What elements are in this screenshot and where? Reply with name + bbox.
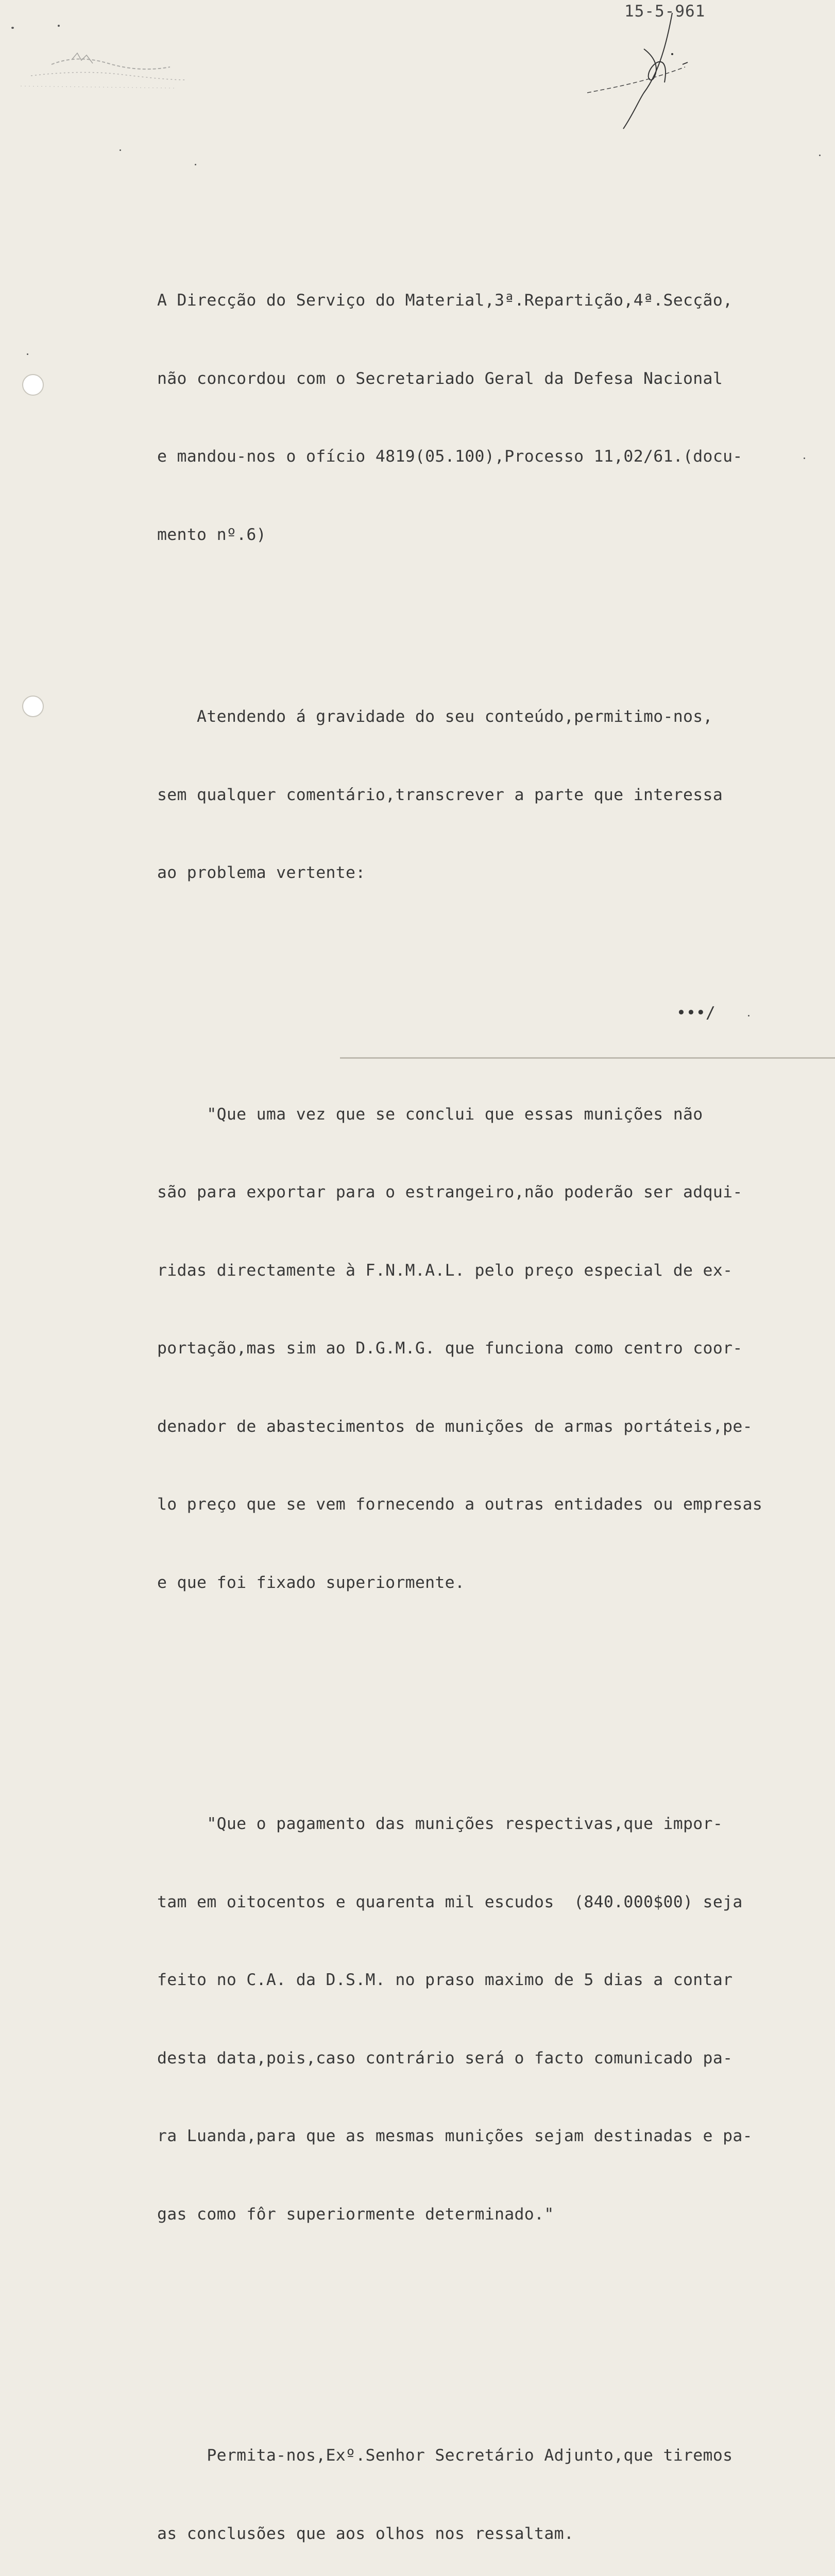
text-line: lo preço que se vem fornecendo a outras entidades ou empresas — [157, 1495, 763, 1514]
text-line: A Direcção do Serviço do Material,3ª.Repartição,4ª.Secção, — [157, 291, 733, 310]
speck — [11, 27, 14, 29]
paragraph — [157, 652, 796, 938]
continuation-mark: •••/ — [676, 1004, 715, 1022]
text-line: Atendendo á gravidade do seu conteúdo,permitimo-nos, — [157, 707, 713, 726]
text-line: são para exportar para o estrangeiro,não poderão ser adqui- — [157, 1183, 743, 1201]
text-line: "Que o pagamento das munições respectivas,que impor- — [157, 1815, 723, 1833]
text-line: "Que uma vez que se conclui que essas munições não — [157, 1105, 703, 1124]
text-line: Permita-nos,Exº.Senhor Secretário Adjunto,que tiremos — [157, 2446, 733, 2465]
text-line: as conclusões que aos olhos nos ressaltam. — [157, 2524, 574, 2543]
speck — [195, 164, 196, 165]
text-line: gas como fôr superiormente determinado." — [157, 2205, 554, 2224]
letter-body — [157, 183, 796, 2576]
speck — [804, 457, 805, 459]
text-line: ra Luanda,para que as mesmas munições sejam destinadas e pa- — [157, 2127, 753, 2145]
text-line: mento nº.6) — [157, 525, 266, 544]
text-line: portação,mas sim ao D.G.M.G. que funciona como centro coor- — [157, 1339, 743, 1358]
text-line: e mandou-nos o ofício 4819(05.100),Processo 11,02/61.(docu- — [157, 447, 743, 466]
text-line: sem qualquer comentário,transcrever a parte que interessa — [157, 785, 723, 804]
speck — [27, 353, 28, 355]
text-line: ao problema vertente: — [157, 863, 366, 882]
punch-hole-top — [22, 374, 44, 396]
text-line: feito no C.A. da D.S.M. no praso maximo de 5 dias a contar — [157, 1971, 733, 1989]
paragraph — [157, 2391, 796, 2576]
quoted-paragraph — [157, 1049, 796, 1648]
text-line: tam em oitocentos e quarenta mil escudos (840.000$00) seja — [157, 1892, 743, 1911]
speck — [819, 155, 821, 156]
text-line: não concordou com o Secretariado Geral da Defesa Nacional — [157, 369, 723, 388]
document-date: 15-5-961 — [624, 2, 706, 21]
text-line: desta data,pois,caso contrário será o facto comunicado pa- — [157, 2048, 733, 2067]
handwritten-signature — [582, 10, 711, 134]
punch-hole-bottom — [22, 696, 44, 717]
speck — [120, 149, 121, 151]
page-edge-divider — [340, 1057, 835, 1059]
text-line: ridas directamente à F.N.M.A.L. pelo preço especial de ex- — [157, 1261, 733, 1280]
quoted-paragraph — [157, 1759, 796, 2279]
speck — [58, 25, 60, 27]
paragraph — [157, 235, 796, 600]
text-line: denador de abastecimentos de munições de armas portáteis,pe- — [157, 1417, 753, 1436]
faded-stamp — [21, 44, 191, 100]
text-line: e que foi fixado superiormente. — [157, 1573, 465, 1592]
